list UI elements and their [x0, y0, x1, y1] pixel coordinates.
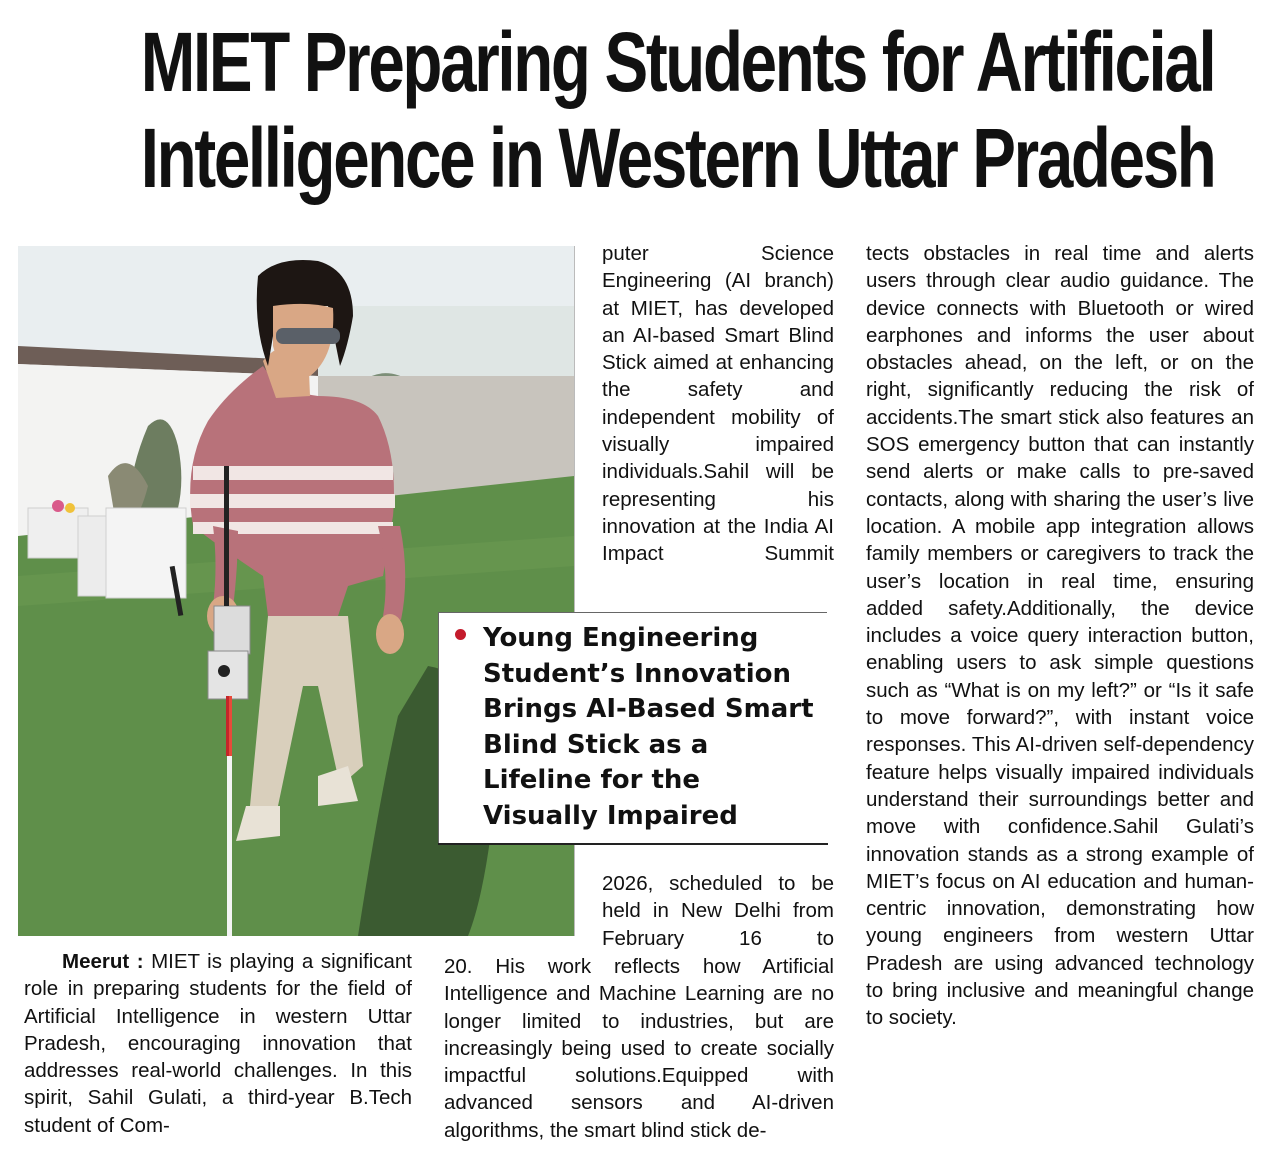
- headline-line-2: Intelligence in Western Uttar Pradesh: [140, 111, 1215, 205]
- article-text-col2-top: puter Science Engineering (AI branch) at MIET, has developed an AI-based Smart Blind Stick aimed at enhancing the safety and independent mobility of visually impaired individuals.Sahil will be representing his innovation at the India AI Impact Summit: [602, 242, 834, 566]
- pullquote-box: [438, 612, 827, 843]
- pullquote-text: Young Engineering Student’s Innovation Brings AI-Based Smart Blind Stick as a Lifeline for the Visually Impaired: [483, 623, 814, 831]
- dateline: Meerut :: [62, 950, 144, 973]
- headline: [140, 14, 1215, 206]
- article-text-col2-bottom: 20. His work reflects how Artificial Intelligence and Machine Learning are no longer limited to industries, but are increasingly being used to create socially impactful solutions.Equipped with advanced sensors and AI-driven algorithms, the smart blind stick de-: [444, 955, 834, 1142]
- red-bullet-icon: [455, 629, 466, 640]
- article-column-3: [866, 240, 1254, 1032]
- pullquote-rule: [438, 843, 828, 845]
- headline-line-1: MIET Preparing Students for Artificial: [140, 15, 1215, 109]
- article-column-2-bottom: [444, 953, 834, 1144]
- article-column-2-top: [602, 240, 834, 568]
- article-text-col1: MIET is playing a significant role in preparing students for the field of Artificial Intelligence in western Uttar Pradesh, encouraging innovation that addresses real-world challenges. In this spirit, Sahil Gulati, a third-year B.Tech student of Com-: [24, 950, 412, 1137]
- article-text-col3: tects obstacles in real time and alerts users through clear audio guidance. The device connects with Bluetooth or wired earphones and informs the user about obstacles ahead, on the left, or on the right, significantly reducing the risk of accidents.The smart stick also features an SOS emergency button that can instantly send alerts or make calls to pre-saved contacts, along with sharing the user’s live location. A mobile app integration allows family members or caregivers to track the user’s location in real time, ensuring added safety.Additionally, the device includes a voice query interaction button, enabling users to ask simple questions such as “What is on my left?” or “Is it safe to move forward?”, with instant voice responses. This AI-driven self-dependency feature helps visually impaired individuals understand their surroundings better and move with confidence.Sahil Gulati’s innovation stands as a strong example of MIET’s focus on AI education and human-centric innovation, demonstrating how young engineers from western Uttar Pradesh are using advanced technology to bring inclusive and meaningful change to society.: [866, 242, 1254, 1030]
- article-text-col2-middle: 2026, scheduled to be held in New Delhi from February 16 to: [602, 872, 834, 950]
- article-column-2-middle: [602, 870, 834, 952]
- article-column-1: [24, 948, 412, 1139]
